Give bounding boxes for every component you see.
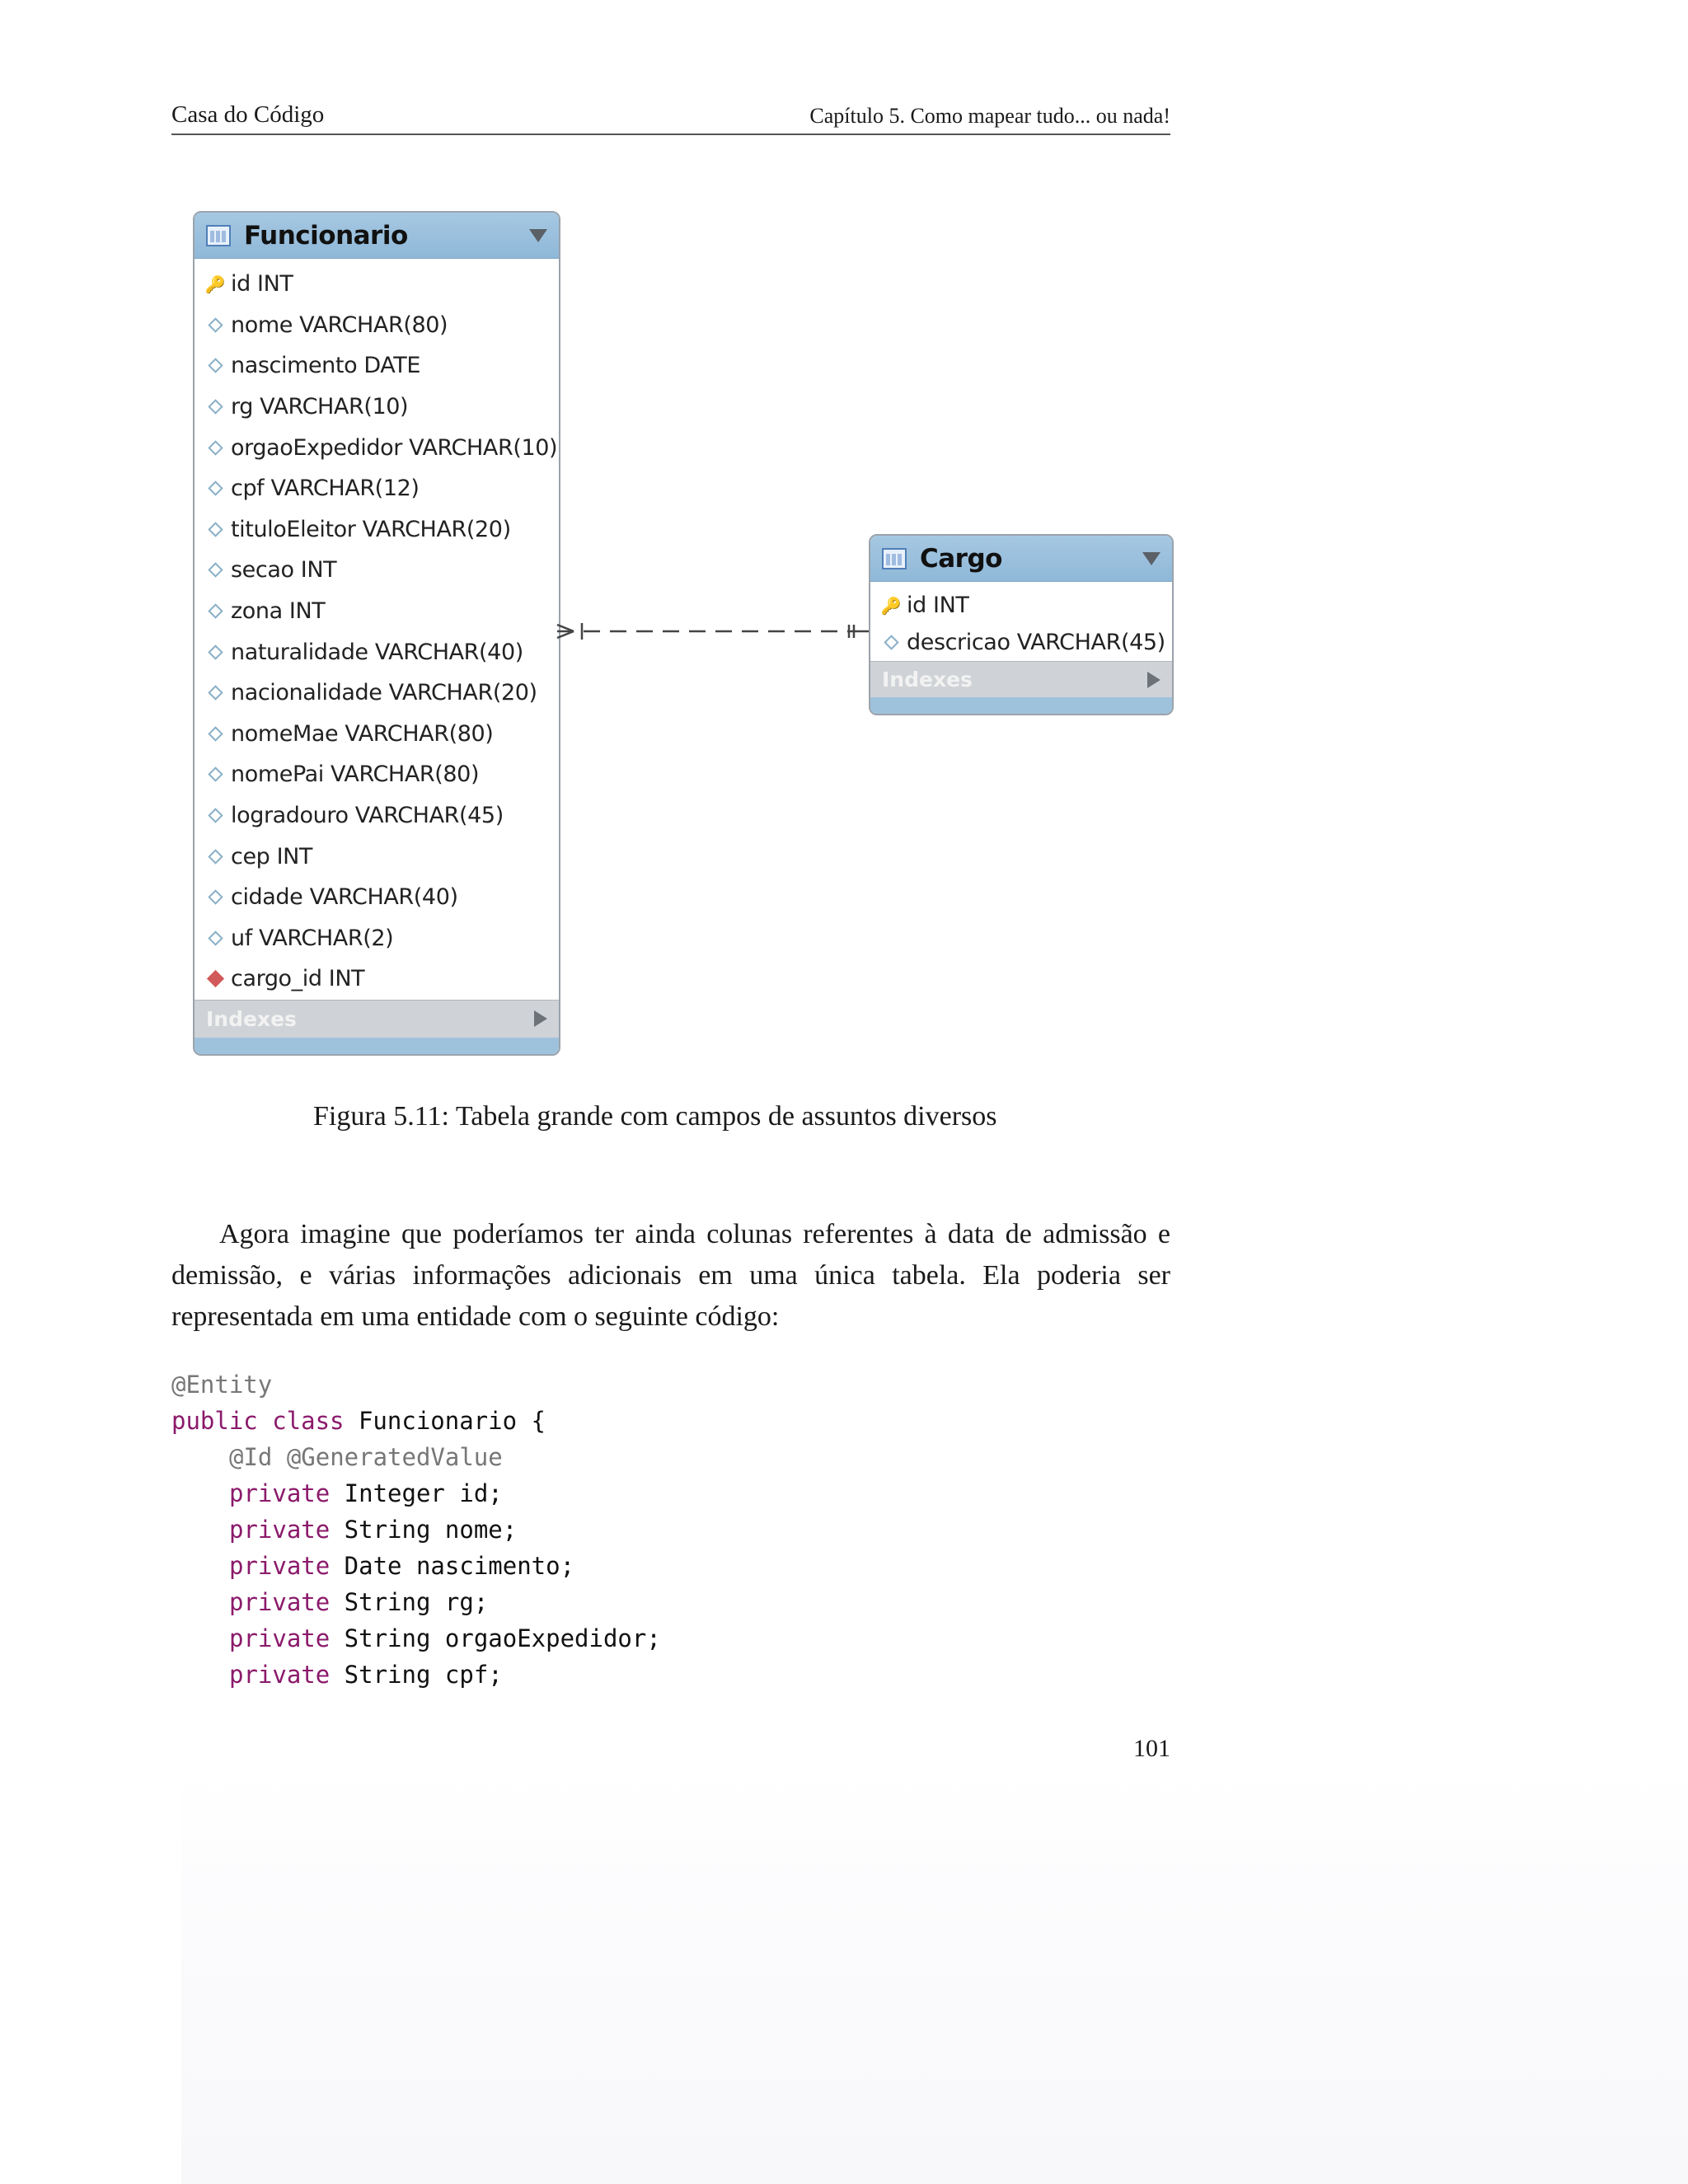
- column-label: naturalidade VARCHAR(40): [231, 639, 523, 665]
- table-icon: [206, 225, 231, 246]
- column-diamond-icon-glyph: [208, 440, 223, 455]
- field-declarations: [171, 1475, 661, 1693]
- column-diamond-icon-glyph: [208, 399, 223, 414]
- code-line: [171, 1657, 661, 1693]
- code-line: [171, 1511, 661, 1548]
- column-label: cep INT: [231, 843, 313, 869]
- column-diamond-icon: [204, 443, 226, 453]
- column-diamond-icon: [204, 810, 226, 821]
- column-row[interactable]: [195, 958, 559, 1000]
- column-diamond-icon-glyph: [208, 930, 223, 945]
- annotation-entity: @Entity: [171, 1371, 273, 1399]
- field-declaration: String nome;: [330, 1516, 518, 1544]
- column-row[interactable]: [195, 795, 559, 837]
- body-paragraph: Agora imagine que poderíamos ter ainda colunas referentes à data de admissão e demissão, e várias informações adicionais em uma única tabela. Ela poderia ser representada em uma entidade com o seguinte código:: [171, 1219, 1170, 1332]
- code-line: [171, 1620, 661, 1657]
- column-diamond-icon: [204, 687, 226, 698]
- column-row[interactable]: [195, 631, 559, 673]
- column-diamond-icon: [204, 769, 226, 780]
- funcionario-table: [193, 211, 560, 1056]
- primary-key-icon-glyph: 🔑: [880, 595, 902, 616]
- code-block: [171, 1366, 661, 1693]
- column-diamond-icon-glyph: [208, 849, 223, 864]
- column-label: cargo_id INT: [231, 966, 365, 992]
- class-declaration: Funcionario {: [344, 1407, 546, 1435]
- chapter-title: Capítulo 5. Como mapear tudo... ou nada!: [809, 104, 1170, 128]
- field-declaration: Date nascimento;: [330, 1552, 575, 1580]
- column-label: nascimento DATE: [231, 353, 421, 379]
- expand-arrow-icon[interactable]: [1147, 672, 1160, 688]
- column-label: logradouro VARCHAR(45): [231, 803, 504, 829]
- column-diamond-icon: [204, 483, 226, 494]
- column-row[interactable]: [195, 427, 559, 468]
- column-diamond-icon-glyph: [208, 644, 223, 659]
- column-diamond-icon: [204, 892, 226, 902]
- primary-key-icon-glyph: 🔑: [204, 274, 226, 294]
- figure-caption: Figura 5.11: Tabela grande com campos de assuntos diversos: [313, 1101, 997, 1132]
- column-diamond-icon-glyph: [208, 603, 223, 618]
- column-diamond-icon-glyph: [884, 635, 898, 649]
- indexes-label: Indexes: [206, 1006, 297, 1031]
- relationship-connector: [552, 602, 874, 651]
- column-list: [870, 582, 1172, 661]
- column-row[interactable]: [195, 264, 559, 305]
- column-row[interactable]: [195, 754, 559, 795]
- column-row[interactable]: [195, 550, 559, 591]
- column-diamond-icon-glyph: [208, 726, 223, 741]
- column-diamond-icon-glyph: [208, 686, 223, 701]
- column-label: orgaoExpedidor VARCHAR(10): [231, 434, 558, 461]
- indexes-label: Indexes: [882, 668, 973, 691]
- column-diamond-icon: [204, 401, 226, 412]
- column-diamond-icon: [204, 565, 226, 575]
- column-label: zona INT: [231, 598, 326, 625]
- keyword-private: private: [229, 1516, 331, 1544]
- foreign-key-icon-glyph: [206, 970, 223, 987]
- column-diamond-icon-glyph: [208, 890, 223, 905]
- cargo-table: [869, 534, 1174, 715]
- column-label: uf VARCHAR(2): [231, 925, 394, 951]
- code-line: [171, 1584, 661, 1620]
- column-label: tituloEleitor VARCHAR(20): [231, 516, 511, 542]
- column-row[interactable]: [870, 624, 1172, 661]
- column-row[interactable]: [195, 714, 559, 755]
- column-row[interactable]: [195, 345, 559, 387]
- column-diamond-icon: [204, 851, 226, 862]
- keyword-private: private: [229, 1479, 331, 1507]
- column-diamond-icon-glyph: [208, 522, 223, 537]
- column-label: cpf VARCHAR(12): [231, 476, 420, 502]
- indexes-bar[interactable]: [870, 661, 1172, 697]
- keyword-private: private: [229, 1588, 331, 1616]
- code-line: [171, 1403, 661, 1439]
- page-header: [171, 97, 1170, 135]
- indexes-bar[interactable]: [195, 1000, 559, 1038]
- column-row[interactable]: [195, 387, 559, 428]
- keyword-private: private: [229, 1552, 331, 1580]
- column-list: [195, 259, 559, 1000]
- expand-arrow-icon[interactable]: [534, 1010, 547, 1027]
- column-label: secao INT: [231, 557, 337, 583]
- column-label: rg VARCHAR(10): [231, 394, 409, 420]
- keyword-private: private: [229, 1661, 331, 1689]
- column-label: descricao VARCHAR(45): [907, 630, 1165, 655]
- column-row[interactable]: [870, 587, 1172, 624]
- foreign-key-icon: [204, 972, 226, 985]
- table-header: [195, 213, 559, 259]
- column-diamond-icon: [204, 320, 226, 330]
- column-diamond-icon: [204, 360, 226, 371]
- column-row[interactable]: [195, 305, 559, 346]
- column-diamond-icon: [204, 524, 226, 535]
- column-label: nomeMae VARCHAR(80): [231, 720, 494, 747]
- column-diamond-icon: [204, 729, 226, 739]
- column-label: nomePai VARCHAR(80): [231, 762, 480, 788]
- table-name: Cargo: [920, 543, 1002, 574]
- table-icon: [882, 548, 907, 569]
- column-diamond-icon-glyph: [208, 481, 223, 496]
- code-line: [171, 1548, 661, 1584]
- field-declaration: String orgaoExpedidor;: [330, 1624, 661, 1652]
- table-name: Funcionario: [244, 220, 408, 251]
- code-line: [171, 1366, 661, 1403]
- keyword-public-class: public class: [171, 1407, 345, 1435]
- dropdown-arrow-icon[interactable]: [529, 229, 547, 242]
- keyword-private: private: [229, 1624, 331, 1652]
- table-footer: [195, 1038, 559, 1054]
- column-diamond-icon: [204, 933, 226, 944]
- code-line: [171, 1439, 661, 1475]
- column-label: nacionalidade VARCHAR(20): [231, 680, 537, 706]
- column-diamond-icon: [204, 647, 226, 658]
- column-diamond-icon-glyph: [208, 359, 223, 373]
- primary-key-icon: [204, 274, 226, 294]
- column-label: nome VARCHAR(80): [231, 312, 448, 338]
- column-row[interactable]: [195, 918, 559, 959]
- column-diamond-icon-glyph: [208, 767, 223, 782]
- column-diamond-icon: [204, 606, 226, 616]
- column-diamond-icon-glyph: [208, 317, 223, 332]
- column-row[interactable]: [195, 673, 559, 714]
- column-label: id INT: [907, 593, 969, 618]
- page-number: 101: [1133, 1735, 1170, 1762]
- column-row[interactable]: [195, 836, 559, 877]
- table-footer: [870, 697, 1172, 714]
- column-label: id INT: [231, 271, 293, 298]
- table-header: [870, 536, 1172, 582]
- field-declaration: String cpf;: [330, 1661, 503, 1689]
- code-line: [171, 1475, 661, 1511]
- annotation-id: @Id @GeneratedValue: [229, 1443, 503, 1471]
- column-row[interactable]: [195, 877, 559, 918]
- field-declaration: String rg;: [330, 1588, 489, 1616]
- column-row[interactable]: [195, 509, 559, 551]
- column-diamond-icon-glyph: [208, 808, 223, 823]
- column-diamond-icon-glyph: [208, 563, 223, 578]
- book-title: Casa do Código: [171, 101, 325, 128]
- field-declaration: Integer id;: [330, 1479, 503, 1507]
- column-diamond-icon: [880, 637, 902, 648]
- dropdown-arrow-icon[interactable]: [1142, 552, 1160, 565]
- column-row[interactable]: [195, 468, 559, 509]
- column-label: cidade VARCHAR(40): [231, 884, 458, 911]
- page-shading: [181, 1772, 1688, 2184]
- column-row[interactable]: [195, 591, 559, 632]
- primary-key-icon: [880, 596, 902, 616]
